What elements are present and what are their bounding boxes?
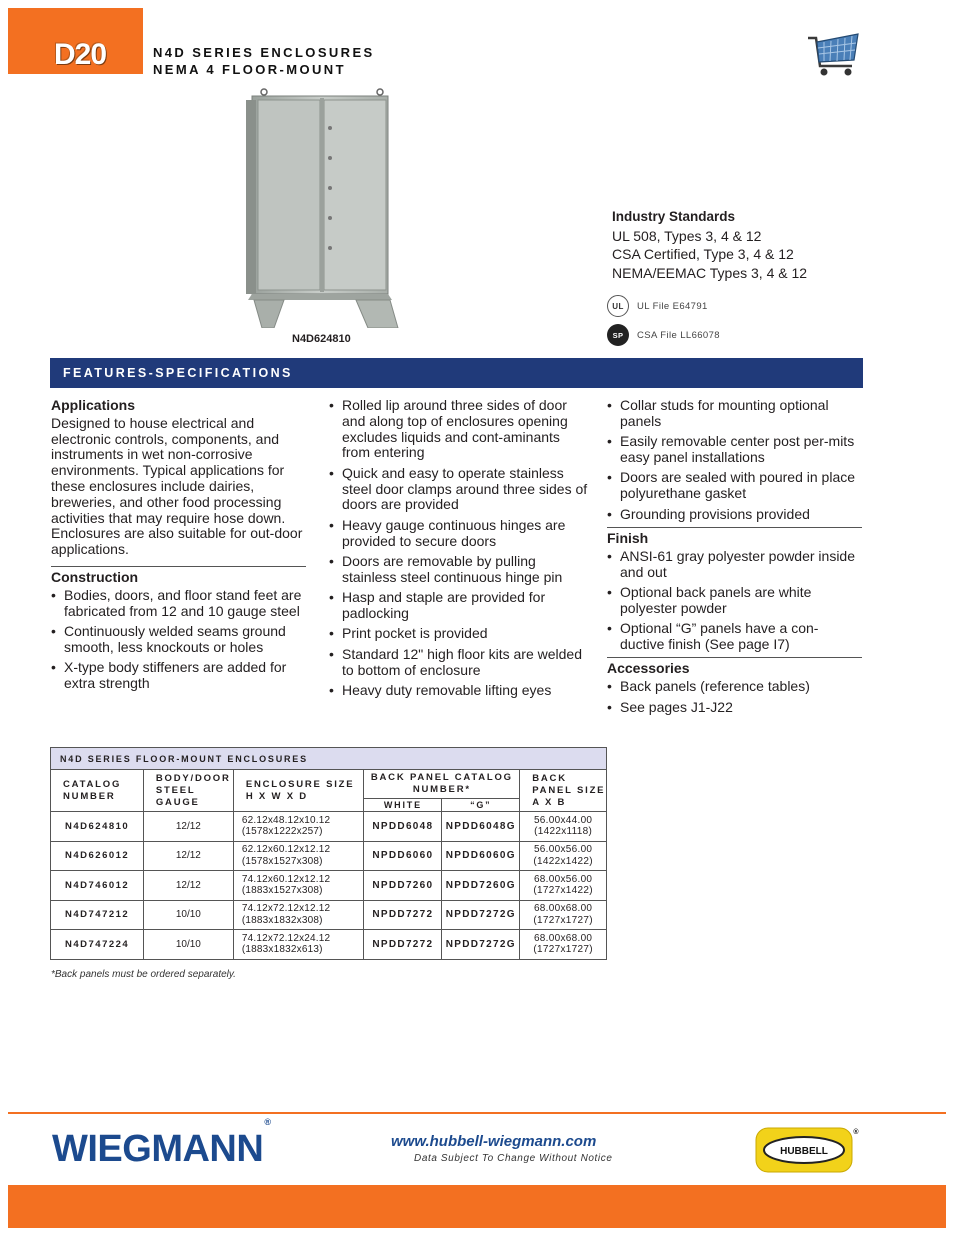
bp-inches: 56.00x56.00 [533,844,593,856]
hubbell-logo [755,1126,859,1174]
table-caption: N4D SERIES FLOOR-MOUNT ENCLOSURES [51,748,607,770]
bp-inches: 68.00x68.00 [533,903,593,915]
list-item: • Easily removable center post per-mits easy panel installations [607,434,862,466]
footer-divider [8,1112,946,1114]
col-header-back-panel-size: BACK PANEL SIZE A X B [520,770,607,812]
size-inches: 74.12x72.12x24.12 [241,932,331,944]
size-mm: (1883x1832x308) [241,914,323,926]
table-row [51,871,607,901]
table-row [51,812,607,842]
cell-gauge: 12/12 [143,812,233,842]
size-inches: 62.12x48.12x10.12 [241,814,331,826]
brand-registered-mark: ® [264,1117,271,1128]
cell-back-panel-size [520,900,607,930]
bp-inches: 56.00x44.00 [533,814,593,826]
photo-caption: N4D624810 [292,333,351,345]
cell-gauge: 10/10 [143,930,233,960]
cell-catalog: N4D746012 [51,871,144,901]
features-column-2 [329,398,589,703]
cell-g: NPDD6060G [442,841,520,871]
bp-mm: (1727x1727) [533,914,593,926]
cell-gauge: 12/12 [143,841,233,871]
cell-size [233,900,364,930]
bp-inches: 68.00x56.00 [533,873,593,885]
footer-bar [8,1185,946,1228]
cell-white: NPDD7272 [364,930,442,960]
cell-white: NPDD7260 [364,871,442,901]
applications-text: Designed to house electrical and electronic controls, components, and instruments in wet non-corrosive environments. Typical applications for these enclosures include dairies, breweries, and other food processing activities that may require hose down. Enclosures are also suitable for out-door applications. [51,414,303,558]
bp-mm: (1422x1422) [533,855,593,867]
brand-name: WIEGMANN [52,1128,264,1170]
website-link[interactable]: www.hubbell-wiegmann.com [391,1133,597,1150]
partner-registered-mark: ® [853,1129,859,1136]
list-item: • Print pocket is provided [329,626,589,642]
col-header-back-panel-catalog: BACK PANEL CATALOG NUMBER* [364,770,520,799]
features-column-1 [51,398,306,696]
list-item: • Doors are sealed with poured in place polyurethane gasket [607,470,862,502]
standards-line: CSA Certified, Type 3, 4 & 12 [612,246,794,262]
list-item: • Optional “G” panels have a con-ductive finish (See page I7) [607,621,862,653]
cell-size [233,841,364,871]
wiegmann-logo [52,1117,271,1171]
size-mm: (1883x1527x308) [241,885,323,897]
cell-g: NPDD7272G [442,930,520,960]
csa-file-number: CSA File LL66078 [637,329,720,341]
size-inches: 74.12x72.12x12.12 [241,903,331,915]
cell-white: NPDD6048 [364,812,442,842]
cell-catalog: N4D747212 [51,900,144,930]
list-item: • Heavy gauge continuous hinges are provided to secure doors [329,518,589,550]
finish-heading: Finish [607,529,649,546]
list-item: • Standard 12" high floor kits are welded to bottom of enclosure [329,647,589,679]
finish-list [607,549,862,653]
cell-gauge: 12/12 [143,871,233,901]
bp-inches: 68.00x68.00 [533,932,593,944]
list-item: • Heavy duty removable lifting eyes [329,683,589,699]
page-code: D20 [54,38,107,71]
section-divider [607,527,862,528]
standards-title: Industry Standards [612,209,736,224]
standards-line: UL 508, Types 3, 4 & 12 [612,227,762,244]
standards-line: NEMA/EEMAC Types 3, 4 & 12 [612,264,808,281]
cell-g: NPDD7272G [442,900,520,930]
list-item: • Quick and easy to operate stainless steel door clamps around three sides of doors are provided [329,466,589,513]
size-mm: (1578x1527x308) [241,855,323,867]
page-title [153,44,375,78]
list-item: • X-type body stiffeners are added for extra strength [51,660,306,692]
applications-heading: Applications [51,397,136,413]
features-column-3 [607,398,862,720]
ul-file-number: UL File E64791 [637,300,708,312]
enclosure-spec-table [50,747,607,960]
list-item: • Continuously welded seams ground smooth, less knockouts or holes [51,624,306,656]
list-item: • Hasp and staple are provided for padlocking [329,590,589,622]
cell-back-panel-size [520,812,607,842]
table-caption-row [51,748,607,770]
cell-size [233,871,364,901]
features-banner-label: FEATURES-SPECIFICATIONS [63,366,293,380]
table-row [51,900,607,930]
col-header-gauge: BODY/DOOR STEEL GAUGE [143,770,233,812]
table-footnote: *Back panels must be ordered separately. [51,969,236,980]
cell-g: NPDD6048G [442,812,520,842]
cell-catalog: N4D624810 [51,812,144,842]
list-item: • Bodies, doors, and floor stand feet are fabricated from 12 and 10 gauge steel [51,588,306,620]
size-inches: 74.12x60.12x12.12 [241,873,331,885]
cell-g: NPDD7260G [442,871,520,901]
size-mm: (1578x1222x257) [241,826,323,838]
col-header-g: “G” [442,799,520,812]
cell-catalog: N4D747224 [51,930,144,960]
disclaimer-note: Data Subject To Change Without Notice [414,1153,613,1164]
list-item: • See pages J1-J22 [607,700,862,716]
size-mm: (1883x1832x613) [241,944,323,956]
enclosure-photo [244,88,400,328]
table-row [51,841,607,871]
table-header-row [51,770,607,799]
cell-white: NPDD6060 [364,841,442,871]
cell-size [233,812,364,842]
section-divider [51,566,306,567]
list-item: • Optional back panels are white polyester powder [607,585,862,617]
ul-listed-icon: UL [607,295,629,317]
features-list [607,398,862,522]
cell-back-panel-size [520,841,607,871]
list-item: • Grounding provisions provided [607,507,862,523]
page-title-line-2: NEMA 4 FLOOR-MOUNT [153,62,346,77]
list-item: • ANSI-61 gray polyester powder inside and out [607,549,862,581]
partner-name: HUBBELL [780,1146,828,1157]
size-inches: 62.12x60.12x12.12 [241,844,331,856]
cell-white: NPDD7272 [364,900,442,930]
col-header-size: ENCLOSURE SIZE H X W X D [233,770,364,812]
shopping-cart-icon[interactable] [806,30,862,80]
industry-standards [612,208,807,282]
col-header-white: WHITE [364,799,442,812]
cell-gauge: 10/10 [143,900,233,930]
ul-certification [607,295,708,317]
accessories-list [607,679,862,715]
page-tab [8,8,143,74]
construction-list [51,588,306,692]
list-item: • Collar studs for mounting optional panels [607,398,862,430]
bp-mm: (1727x1422) [533,885,593,897]
features-list [329,398,589,699]
section-divider [607,657,862,658]
cell-catalog: N4D626012 [51,841,144,871]
table-row [51,930,607,960]
cell-back-panel-size [520,930,607,960]
features-banner [50,358,863,388]
col-header-catalog: CATALOG NUMBER [51,770,144,812]
cell-back-panel-size [520,871,607,901]
cell-size [233,930,364,960]
bp-mm: (1727x1727) [533,944,593,956]
construction-heading: Construction [51,568,139,585]
accessories-heading: Accessories [607,660,690,677]
csa-certification [607,324,720,346]
bp-mm: (1422x1118) [534,826,593,838]
csa-certified-icon: SP [607,324,629,346]
list-item: • Rolled lip around three sides of door and along top of enclosures opening excludes liquids and cont-aminants from entering [329,398,589,461]
list-item: • Doors are removable by pulling stainless steel continuous hinge pin [329,554,589,586]
page-title-line-1: N4D SERIES ENCLOSURES [153,45,375,60]
list-item: • Back panels (reference tables) [607,679,862,695]
